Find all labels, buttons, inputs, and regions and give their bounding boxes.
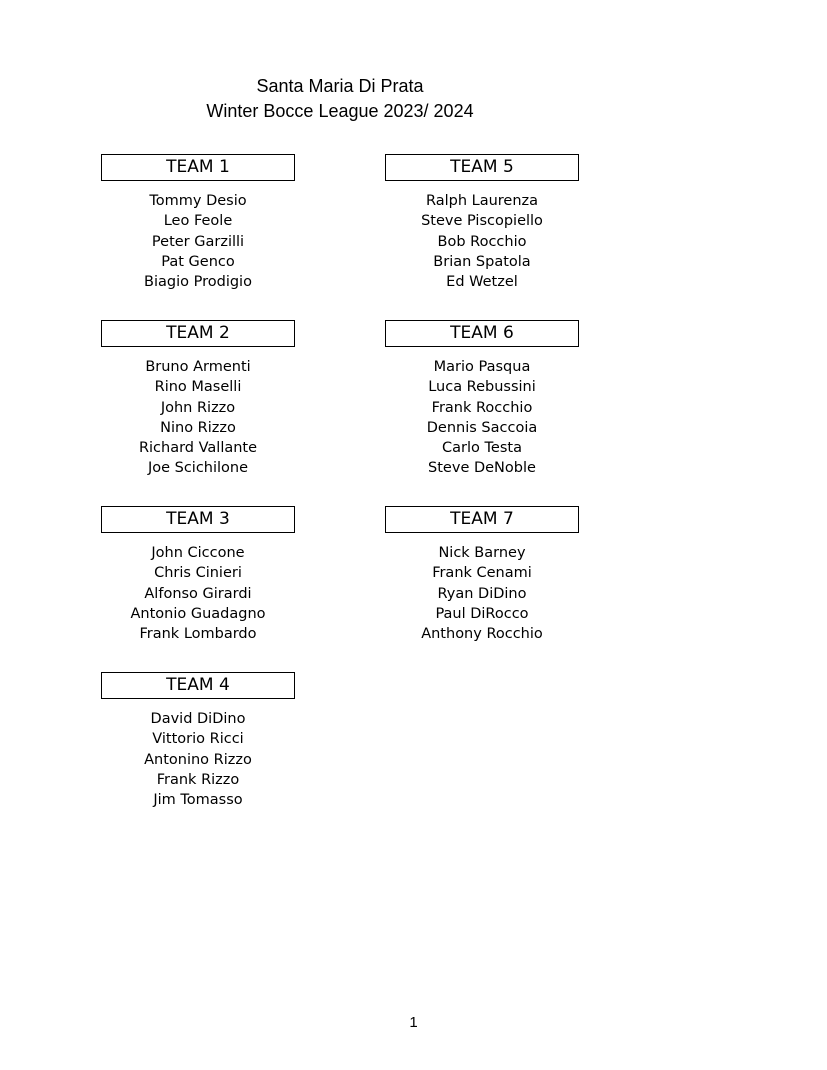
- team-name-box: TEAM 4: [101, 672, 295, 699]
- player-name: Chris Cinieri: [154, 565, 242, 582]
- player-name: Pat Genco: [161, 253, 235, 270]
- player-list: [101, 191, 295, 292]
- player-name: Vittorio Ricci: [152, 731, 244, 748]
- player-name: Joe Scichilone: [147, 460, 249, 477]
- player-name: Biagio Prodigio: [144, 274, 252, 291]
- player-list: [101, 357, 295, 479]
- player-name: Frank Lombardo: [139, 626, 257, 643]
- player-name: Jim Tomasso: [153, 792, 243, 809]
- player-name: John Rizzo: [160, 399, 236, 416]
- player-name: Nino Rizzo: [160, 419, 236, 436]
- player-name: Ralph Laurenza: [425, 193, 539, 209]
- player-name: Anthony Rocchio: [421, 626, 543, 643]
- player-list: [385, 357, 579, 479]
- player-list: [101, 709, 295, 810]
- player-name: Bob Rocchio: [437, 233, 527, 250]
- team-card: [101, 320, 295, 479]
- player-name: Steve DeNoble: [428, 460, 536, 477]
- player-name: Leo Feole: [163, 213, 233, 230]
- team-card: [101, 672, 295, 810]
- team-name-box: TEAM 1: [101, 154, 295, 181]
- player-name: Tommy Desio: [149, 193, 247, 209]
- player-name: Ed Wetzel: [446, 274, 518, 291]
- team-name-box: TEAM 6: [385, 320, 579, 347]
- player-list: [101, 543, 295, 644]
- player-name: Mario Pasqua: [433, 359, 531, 375]
- player-name: Paul DiRocco: [435, 605, 529, 622]
- player-name: Alfonso Girardi: [144, 585, 252, 602]
- player-name: David DiDino: [150, 711, 246, 727]
- player-name: Antonio Guadagno: [130, 605, 266, 622]
- team-card: [101, 154, 295, 292]
- player-name: Brian Spatola: [433, 253, 531, 270]
- player-name: Peter Garzilli: [151, 233, 245, 250]
- player-name: Luca Rebussini: [428, 379, 536, 396]
- league-title: Winter Bocce League 2023/ 2024: [206, 101, 474, 121]
- player-name: Frank Rocchio: [431, 399, 533, 416]
- team-card: [385, 506, 579, 644]
- document-header: [0, 74, 680, 124]
- player-name: Nick Barney: [438, 545, 526, 561]
- team-card: [385, 320, 579, 479]
- team-name-box: TEAM 3: [101, 506, 295, 533]
- player-name: Steve Piscopiello: [421, 213, 543, 230]
- player-list: [385, 543, 579, 644]
- team-name-box: TEAM 2: [101, 320, 295, 347]
- player-name: Antonino Rizzo: [144, 751, 252, 768]
- player-name: Rino Maselli: [154, 379, 242, 396]
- player-name: Ryan DiDino: [437, 585, 527, 602]
- player-name: Dennis Saccoia: [426, 419, 538, 436]
- player-name: Frank Rizzo: [156, 771, 240, 788]
- player-name: Bruno Armenti: [145, 359, 251, 375]
- club-name: Santa Maria Di Prata: [256, 76, 424, 96]
- team-card: [101, 506, 295, 644]
- page-number: 1: [409, 1014, 418, 1031]
- player-list: [385, 191, 579, 292]
- player-name: Richard Vallante: [138, 440, 258, 457]
- player-name: Frank Cenami: [432, 565, 532, 582]
- player-name: John Ciccone: [151, 545, 245, 561]
- player-name: Carlo Testa: [442, 440, 522, 457]
- team-card: [385, 154, 579, 292]
- team-name-box: TEAM 5: [385, 154, 579, 181]
- team-name-box: TEAM 7: [385, 506, 579, 533]
